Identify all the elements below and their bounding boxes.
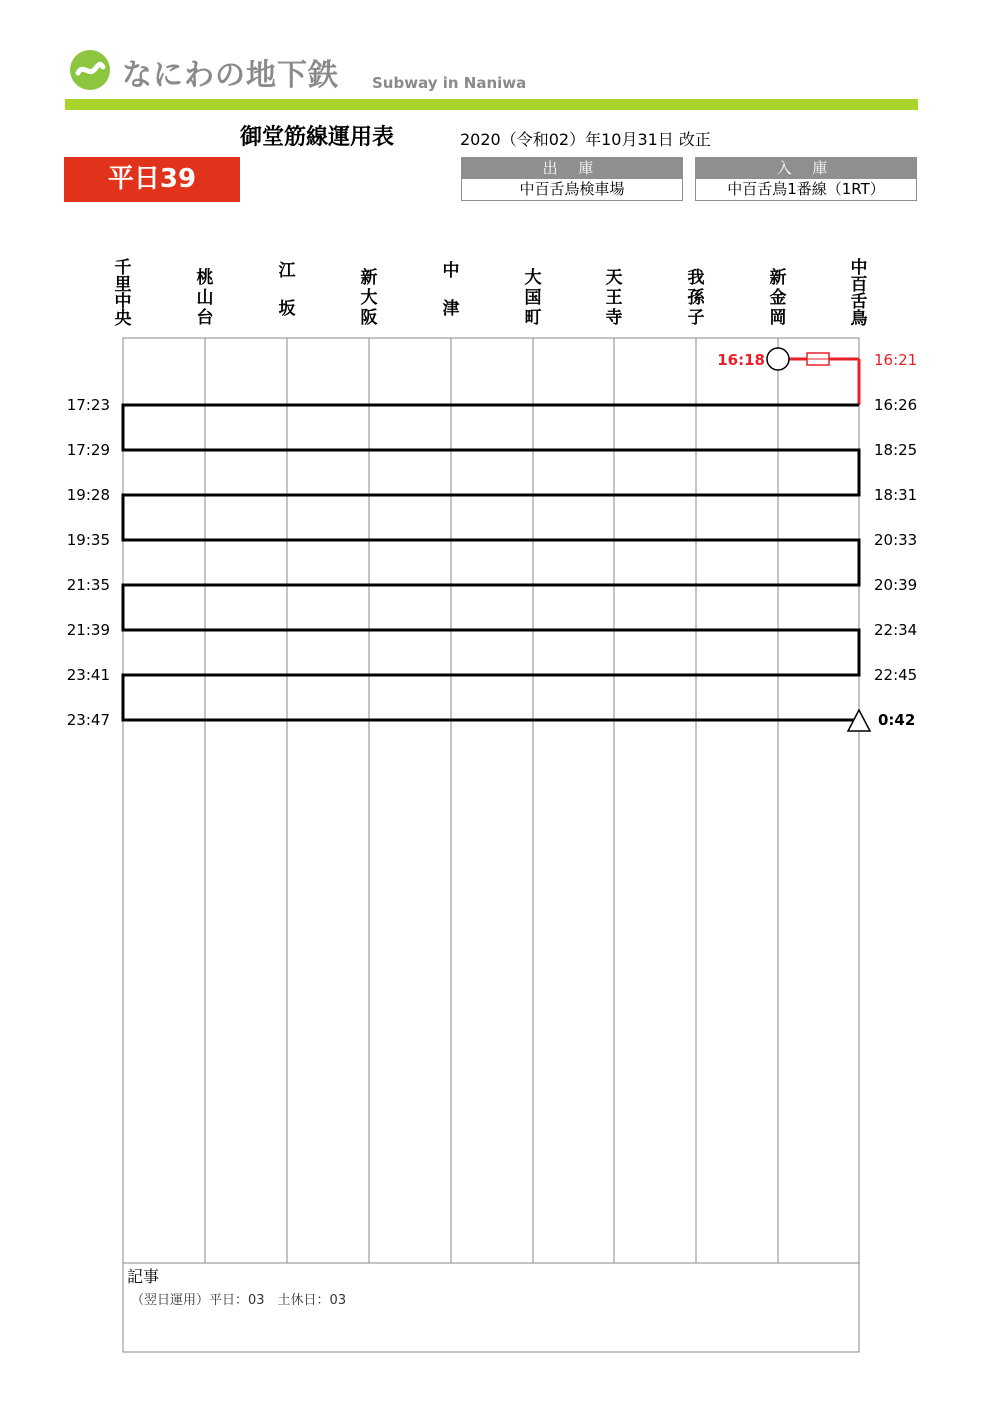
logo-text: なにわの地下鉄 — [122, 58, 339, 93]
operation-path — [123, 405, 859, 720]
left-time-label: 21:35 — [66, 576, 110, 594]
depart-label: 出 庫 — [462, 158, 682, 179]
left-time-label: 17:23 — [66, 396, 110, 414]
station-label: 千里中央 — [114, 258, 132, 329]
right-time-label: 18:25 — [874, 441, 918, 459]
left-time-label: 19:35 — [66, 531, 110, 549]
station-label: 中百舌鳥 — [850, 258, 868, 329]
station-label: 新金岡 — [769, 268, 787, 328]
revision-date: 2020（令和02）年10月31日 改正 — [460, 130, 711, 149]
station-label: 我孫子 — [687, 268, 705, 328]
station-label: 大国町 — [524, 268, 542, 328]
notes-label: 記事 — [127, 1267, 160, 1286]
arrive-label: 入 庫 — [696, 158, 916, 179]
notes-text: （翌日運用）平日：03 土休日：03 — [131, 1293, 347, 1308]
right-time-label: 20:39 — [874, 576, 918, 594]
logo-subtitle: Subway in Naniwa — [372, 74, 527, 92]
right-time-label: 18:31 — [874, 486, 918, 504]
station-label: 新大阪 — [360, 268, 378, 328]
station-label: 桃山台 — [196, 268, 214, 328]
end-time: 0:42 — [878, 711, 916, 729]
station-label: 江坂 — [278, 261, 296, 319]
left-time-label: 23:47 — [66, 711, 110, 729]
depart-value: 中百舌鳥検車場 — [519, 180, 625, 198]
left-time-label: 17:29 — [66, 441, 110, 459]
left-time-label: 23:41 — [66, 666, 110, 684]
grid-frame — [123, 338, 859, 1352]
left-time-label: 19:28 — [66, 486, 110, 504]
start-arrive-time: 16:21 — [874, 351, 918, 369]
station-label: 中津 — [442, 261, 460, 319]
day-type-badge: 平日39 — [64, 157, 240, 202]
left-time-label: 21:39 — [66, 621, 110, 639]
right-time-label: 22:34 — [874, 621, 918, 639]
start-time: 16:18 — [717, 351, 765, 369]
arrive-value: 中百舌鳥1番線（1RT） — [727, 180, 885, 198]
right-time-label: 16:26 — [874, 396, 918, 414]
station-label: 天王寺 — [605, 268, 623, 328]
right-time-label: 20:33 — [874, 531, 918, 549]
page-title: 御堂筋線運用表 — [240, 125, 395, 150]
depart-circle-icon — [767, 348, 789, 370]
right-time-label: 22:45 — [874, 666, 918, 684]
